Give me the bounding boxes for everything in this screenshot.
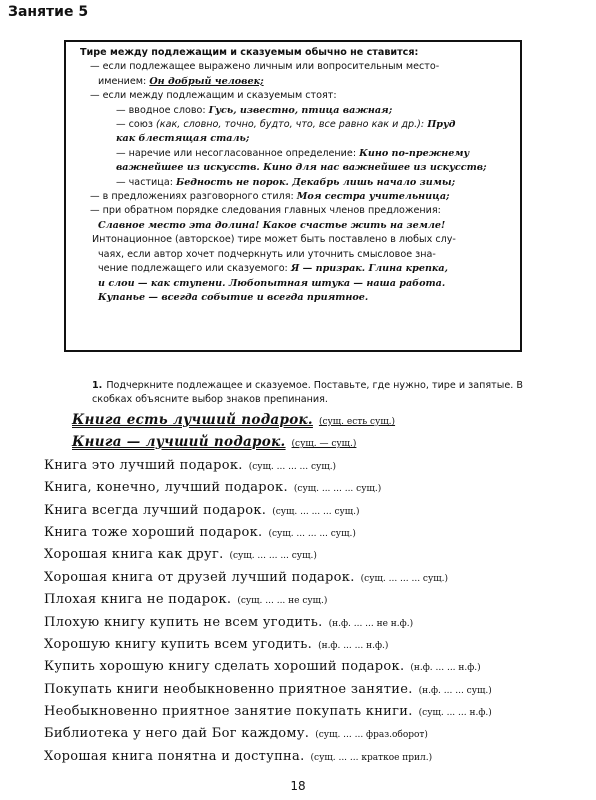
sentence-scheme: (сущ. ... ... ... сущ.) [293,484,382,495]
rule-colloquial-line [80,190,512,204]
rule-conj-label: — союз [116,119,153,131]
rule-intonation-line-1: Интонационное (авторское) тире может быть поставлено в любых слу- [92,234,456,246]
sentence-text: Хорошую книгу купить всем угодить. [44,636,313,652]
rule-conj-line-1 [80,118,512,132]
sentence-scheme: (н.ф. ... ... н.ф.) [318,640,389,651]
sentence-item [44,408,584,430]
rule-intro-word-example: Гусь, известно, птица важная; [208,104,393,116]
rule-conj-line-2 [80,132,512,146]
sentence-scheme: (н.ф. ... ... сущ.) [418,685,492,696]
rule-particle-example: Бедность не порок. Декабрь лишь начало зимы; [176,176,456,188]
rule-intro-word-line [80,104,512,118]
sentence-scheme: (сущ. ... ... ... сущ.) [268,528,356,539]
sentence-text: Хорошая книга понятна и доступна. [44,748,305,764]
sentence-text: Книга, конечно, лучший подарок. [44,480,288,496]
sentence-item [44,520,584,542]
sentence-scheme: (н.ф. ... ... не н.ф.) [328,618,414,629]
sentence-scheme: (сущ. ... ... ... сущ.) [229,551,317,562]
rule-inverse-example-line [80,219,512,233]
rule-colloquial-label: — в предложениях разговорного стиля: [90,191,294,203]
rule-pronoun-example: Он добрый человек; [149,75,264,87]
sentence-scheme: (сущ. ... ... не сущ.) [237,596,328,607]
sentence-item [44,453,584,475]
sentence-scheme: (сущ. ... ... ... сущ.) [360,573,448,584]
sentence-item [44,721,584,743]
rule-conj-example-a: Пруд [427,119,456,131]
rule-intonation-line-3 [80,262,512,276]
rule-intonation-label: чение подлежащего или сказуемого: [98,263,288,275]
sentence-text: Книга всегда лучший подарок. [44,502,267,518]
sentence-item [44,542,584,564]
rule-inverse-example: Славное место эта долина! Какое счастье жить на земле! [98,219,446,231]
sentence-item [44,744,584,766]
rule-intro-word-label: — вводное слово: [116,104,206,116]
task-instruction [92,379,562,407]
rule-pronoun-label: имением: [98,75,147,87]
sentence-item [44,587,584,609]
sentence-scheme: (сущ. ... ... ... сущ.) [248,461,337,472]
rule-intro-line: — если между подлежащим и сказуемым стоят: [90,90,337,102]
sentence-text: Книга тоже хороший подарок. [44,524,263,540]
sentence-item [44,632,584,654]
sentence-text: Книга есть лучший подарок. [72,412,313,428]
sentence-item [44,699,584,721]
rule-conj-list: (как, словно, точно, будто, что, все равно как и др.): [156,119,425,131]
rule-particle-line [80,176,512,190]
task-text: Подчеркните подлежащее и сказуемое. Поставьте, где нужно, тире и запятые. В скобках объясните выбор знаков препинания. [92,380,523,405]
sentence-scheme: (сущ. ... ... фраз.оборот) [315,730,428,741]
sentence-scheme: (н.ф. ... ... н.ф.) [410,663,481,674]
rule-adverb-label: — наречие или несогласованное определение: [116,147,357,159]
page-number: 18 [290,779,306,793]
rule-adverb-line-1 [80,147,512,161]
sentence-item [44,498,584,520]
rule-inverse-line: — при обратном порядке следования главных членов предложения: [90,205,441,217]
sentence-item [44,430,584,452]
sentence-list [44,408,584,766]
sentence-text: Купить хорошую книгу сделать хороший подарок. [44,659,405,675]
rule-heading: Тире между подлежащим и сказуемым обычно не ставится: [80,47,419,58]
rule-intonation-line-5 [80,291,512,305]
task-number: 1. [92,380,103,391]
sentence-text: Книга это лучший подарок. [44,457,243,473]
rule-adverb-line-2 [80,161,512,175]
rule-intonation-example-c: Купанье — всегда событие и всегда приятное. [98,291,369,303]
sentence-scheme: (сущ. ... ... ... сущ.) [272,506,360,517]
rule-intonation-example-a: Я — призрак. Глина крепка, [290,263,448,275]
rule-conj-example-b: как блестящая сталь; [116,133,250,145]
rule-pronoun-line-1: — если подлежащее выражено личным или вопросительным место- [90,61,440,73]
rule-colloquial-example: Моя сестра учительница; [296,191,450,203]
rule-intonation-line-2: чаях, если автор хочет подчеркнуть или уточнить смысловое зна- [98,248,436,260]
rule-box [64,40,522,352]
sentence-text: Хорошая книга от друзей лучший подарок. [44,569,355,585]
rule-particle-label: — частица: [116,176,173,188]
sentence-scheme: (сущ. — сущ.) [291,439,357,450]
sentence-scheme: (сущ. ... ... краткое прил.) [310,752,433,763]
sentence-scheme: (сущ. ... ... н.ф.) [418,708,492,719]
rule-intonation-example-b: и слои — как ступени. Любопытная штука — наша работа. [98,277,446,289]
sentence-text: Хорошая книга как друг. [44,547,224,563]
sentence-text: Библиотека у него дай Бог каждому. [44,726,310,742]
rule-intonation-line-4 [80,277,512,291]
rule-adverb-example-b: важнейшее из искусств. Кино для нас важнейшее из искусств; [116,162,487,174]
rule-adverb-example-a: Кино по-прежнему [359,147,470,159]
sentence-text: Плохая книга не подарок. [44,592,232,608]
sentence-item [44,677,584,699]
sentence-text: Необыкновенно приятное занятие покупать книги. [44,704,413,720]
sentence-text: Плохую книгу купить не всем угодить. [44,614,323,630]
rule-pronoun-line-2 [80,75,512,89]
lesson-title: Занятие 5 [8,4,89,20]
sentence-item [44,654,584,676]
sentence-text: Книга — лучший подарок. [72,434,286,451]
sentence-scheme: (сущ. есть сущ.) [318,417,396,427]
sentence-item [44,475,584,497]
sentence-text: Покупать книги необыкновенно приятное занятие. [44,681,413,697]
sentence-item [44,565,584,587]
sentence-item [44,610,584,632]
